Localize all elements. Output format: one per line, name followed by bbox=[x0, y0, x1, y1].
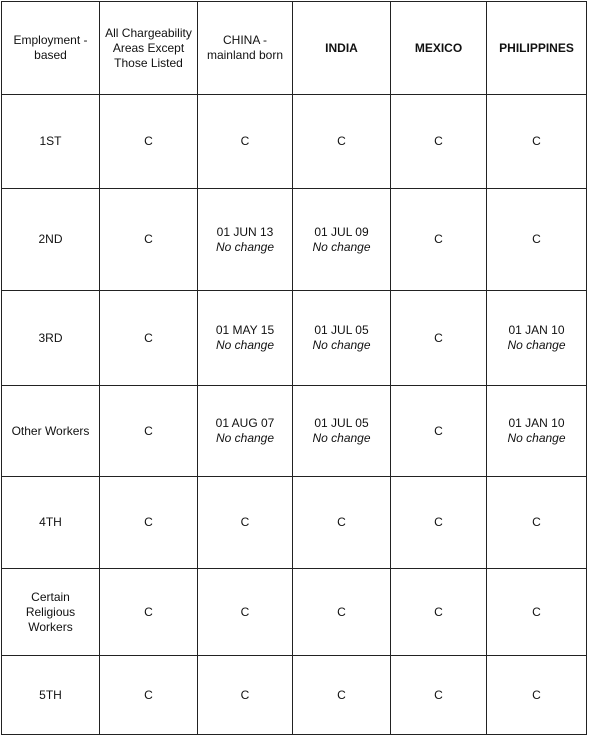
cutoff-date-value: C bbox=[144, 687, 153, 702]
cutoff-date-cell bbox=[198, 95, 293, 189]
cutoff-date-value: 01 JUL 09 bbox=[314, 224, 369, 239]
cutoff-date-cell bbox=[100, 569, 198, 656]
table-row bbox=[2, 569, 587, 656]
cutoff-date-cell bbox=[391, 656, 487, 735]
cutoff-date-value: C bbox=[240, 687, 250, 702]
change-status-note: No change bbox=[507, 431, 566, 445]
header-cell-all-chargeability: All Chargeability Areas Except Those Listed bbox=[100, 2, 198, 95]
cutoff-date-cell bbox=[487, 569, 587, 656]
change-status-note: No change bbox=[507, 338, 566, 352]
header-row bbox=[2, 2, 587, 95]
cutoff-date-cell bbox=[391, 569, 487, 656]
cutoff-date-cell bbox=[391, 95, 487, 189]
cutoff-date-cell bbox=[198, 569, 293, 656]
cutoff-date-value: C bbox=[434, 604, 443, 619]
cutoff-date-value: C bbox=[532, 515, 541, 529]
cutoff-date-cell bbox=[198, 477, 293, 569]
change-status-note: No change bbox=[312, 239, 371, 254]
cutoff-date-value: 01 MAY 15 bbox=[215, 323, 275, 337]
cutoff-date-value: C bbox=[434, 232, 443, 246]
cutoff-date-value: C bbox=[532, 604, 541, 619]
table-row bbox=[2, 477, 587, 569]
cutoff-date-value: C bbox=[240, 604, 250, 619]
visa-bulletin-table-container bbox=[1, 1, 587, 735]
row-category-cell: 4TH bbox=[2, 477, 100, 569]
cutoff-date-cell bbox=[198, 189, 293, 291]
cutoff-date-cell bbox=[100, 291, 198, 386]
cutoff-date-cell bbox=[391, 386, 487, 477]
cutoff-date-cell bbox=[487, 291, 587, 386]
change-status-note: No change bbox=[312, 431, 371, 445]
cutoff-date-value: 01 JUN 13 bbox=[216, 224, 274, 239]
header-cell-china: CHINA - mainland born bbox=[198, 2, 293, 95]
cutoff-date-value: C bbox=[434, 515, 443, 529]
table-row bbox=[2, 386, 587, 477]
cutoff-date-value: C bbox=[337, 687, 346, 702]
cutoff-date-value: C bbox=[532, 232, 541, 246]
cutoff-date-value: C bbox=[144, 134, 153, 148]
table-row bbox=[2, 95, 587, 189]
table-row bbox=[2, 656, 587, 735]
row-category-cell: 1ST bbox=[2, 95, 100, 189]
cutoff-date-value: C bbox=[434, 423, 443, 438]
cutoff-date-value: C bbox=[337, 515, 346, 529]
cutoff-date-cell bbox=[293, 569, 391, 656]
cutoff-date-cell bbox=[391, 189, 487, 291]
cutoff-date-cell bbox=[391, 291, 487, 386]
change-status-note: No change bbox=[215, 431, 275, 445]
cutoff-date-cell bbox=[487, 189, 587, 291]
cutoff-date-value: C bbox=[532, 134, 541, 148]
cutoff-date-cell bbox=[293, 291, 391, 386]
row-category-cell: 5TH bbox=[2, 656, 100, 735]
row-category-cell: 3RD bbox=[2, 291, 100, 386]
cutoff-date-cell bbox=[487, 477, 587, 569]
cutoff-date-value: 01 JAN 10 bbox=[508, 416, 565, 430]
cutoff-date-value: C bbox=[337, 604, 346, 619]
cutoff-date-value: C bbox=[144, 330, 153, 345]
cutoff-date-value: C bbox=[532, 687, 541, 702]
table-row bbox=[2, 189, 587, 291]
header-cell-india: INDIA bbox=[293, 2, 391, 95]
header-cell-mexico: MEXICO bbox=[391, 2, 487, 95]
cutoff-date-cell bbox=[198, 291, 293, 386]
table-row bbox=[2, 291, 587, 386]
cutoff-date-value: C bbox=[144, 515, 153, 529]
cutoff-date-cell bbox=[100, 656, 198, 735]
cutoff-date-value: 01 AUG 07 bbox=[215, 416, 275, 430]
cutoff-date-cell bbox=[293, 386, 391, 477]
cutoff-date-cell bbox=[198, 386, 293, 477]
cutoff-date-value: C bbox=[434, 687, 443, 702]
cutoff-date-value: C bbox=[434, 134, 443, 148]
cutoff-date-value: C bbox=[144, 232, 153, 246]
cutoff-date-value: 01 JUL 05 bbox=[314, 416, 369, 430]
change-status-note: No change bbox=[215, 338, 275, 352]
cutoff-date-cell bbox=[198, 656, 293, 735]
row-category-cell: Certain Religious Workers bbox=[2, 569, 100, 656]
cutoff-date-cell bbox=[100, 386, 198, 477]
cutoff-date-value: 01 JAN 10 bbox=[508, 323, 565, 337]
header-cell-employment-based: Employment -based bbox=[2, 2, 100, 95]
cutoff-date-value: C bbox=[240, 515, 250, 529]
cutoff-date-value: 01 JUL 05 bbox=[314, 323, 369, 337]
cutoff-date-value: C bbox=[434, 330, 443, 345]
cutoff-date-cell bbox=[100, 189, 198, 291]
cutoff-date-cell bbox=[487, 656, 587, 735]
row-category-cell: Other Workers bbox=[2, 386, 100, 477]
change-status-note: No change bbox=[215, 239, 275, 254]
cutoff-date-cell bbox=[487, 386, 587, 477]
cutoff-date-value: C bbox=[337, 134, 346, 148]
cutoff-date-value: C bbox=[240, 134, 250, 148]
cutoff-date-cell bbox=[487, 95, 587, 189]
cutoff-date-cell bbox=[293, 477, 391, 569]
cutoff-date-cell bbox=[293, 95, 391, 189]
cutoff-date-cell bbox=[293, 656, 391, 735]
change-status-note: No change bbox=[312, 338, 371, 352]
cutoff-date-value: C bbox=[144, 423, 153, 438]
cutoff-date-cell bbox=[100, 95, 198, 189]
cutoff-date-cell bbox=[391, 477, 487, 569]
cutoff-date-value: C bbox=[144, 604, 153, 619]
header-cell-philippines: PHILIPPINES bbox=[487, 2, 587, 95]
visa-bulletin-table bbox=[1, 1, 587, 735]
row-category-cell: 2ND bbox=[2, 189, 100, 291]
cutoff-date-cell bbox=[293, 189, 391, 291]
cutoff-date-cell bbox=[100, 477, 198, 569]
